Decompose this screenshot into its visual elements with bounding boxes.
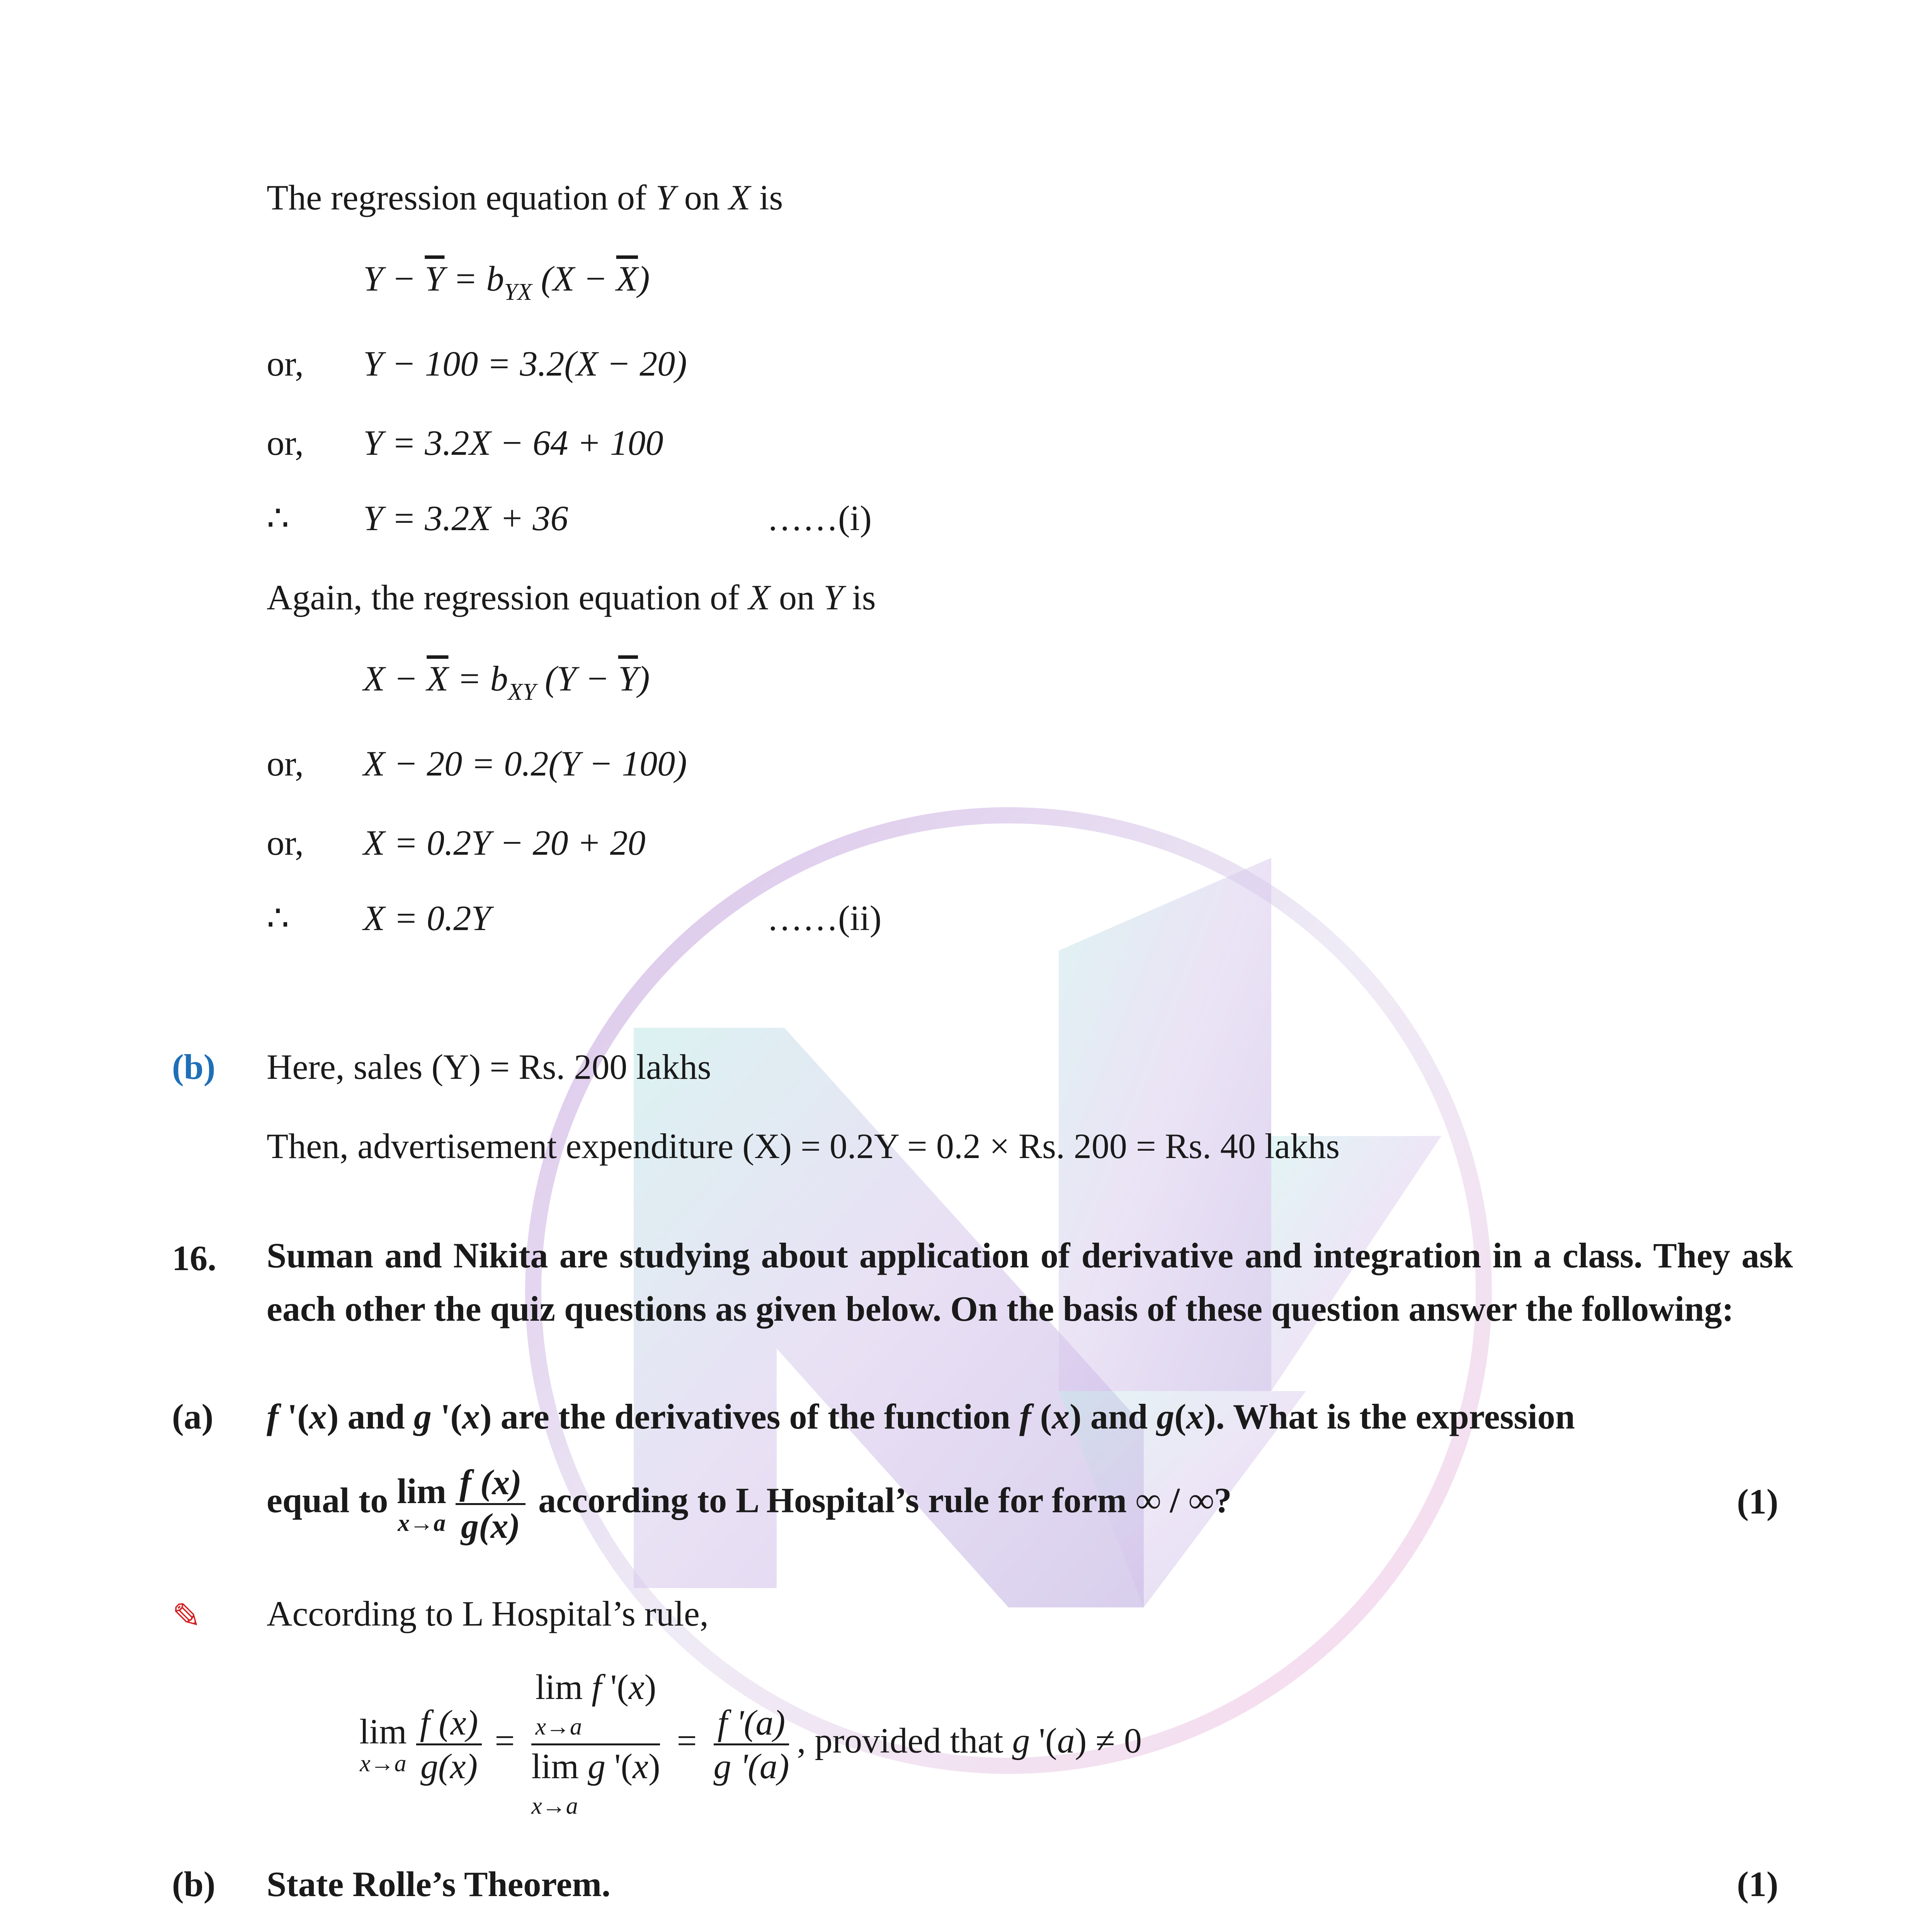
- rolle-question: State Rolle’s Theorem.: [267, 1864, 611, 1904]
- therefore-symbol: ∴: [267, 498, 289, 538]
- therefore-symbol-2: ∴: [267, 898, 289, 938]
- question-number: 16.: [172, 1238, 216, 1278]
- x-on-y-formula: $X - \overline{X} = b_{XY}$ $(Y - \overline{Y})$: [363, 659, 650, 705]
- y-on-x-intro: The regression equation of Y on X is: [267, 178, 783, 217]
- lhospital-formula: lim x→a $\frac{f (x)}{g(x)}$ = lim f '(x) x→a lim g '(x) x→a = $\frac{f '(a)}{g '(a)}$ , provided that g '(a) ≠ 0: [359, 1667, 1142, 1819]
- sales-line: Here, sales (Y) = Rs. 200 lakhs: [267, 1047, 711, 1087]
- x-on-y-intro: Again, the regression equation of X on Y is: [267, 578, 876, 617]
- part-a-label: (a): [172, 1397, 214, 1436]
- step4-label: or,: [267, 823, 304, 862]
- answer-pen-icon: ✎: [172, 1597, 201, 1636]
- part-b-label: (b): [172, 1047, 216, 1087]
- result-equation-ii: X = 0.2Y: [363, 898, 491, 938]
- expenditure-line: Then, advertisement expenditure (X) = 0.2Y = 0.2 × Rs. 200 = Rs. 40 lakhs: [267, 1126, 1340, 1166]
- result-equation-i: Y = 3.2X + 36: [363, 498, 568, 538]
- step4-equation: X = 0.2Y − 20 + 20: [363, 823, 646, 862]
- step1-equation: Y − 100 = 3.2(X − 20): [363, 344, 687, 383]
- y-on-x-formula: $Y - \overline{Y} = b_{YX}$ $(X - \overline{X})$: [363, 259, 650, 305]
- part-a-question-line1: f '(x) and g '(x) are the derivatives of the function f (x) and g(x). What is the expression: [267, 1397, 1575, 1436]
- part-b16-marks: (1): [1737, 1864, 1779, 1904]
- lhospital-intro: According to L Hospital’s rule,: [267, 1594, 709, 1633]
- part-b16-label: (b): [172, 1864, 216, 1904]
- part-a-marks: (1): [1737, 1482, 1779, 1521]
- step3-equation: X − 20 = 0.2(Y − 100): [363, 744, 687, 783]
- step2-equation: Y = 3.2X − 64 + 100: [363, 423, 663, 463]
- equation-tag-ii: ……(ii): [767, 898, 882, 938]
- step2-label: or,: [267, 423, 304, 463]
- step3-label: or,: [267, 744, 304, 783]
- part-a-question-line2: equal to lim x→a $\frac{f (x)}{g(x)}$ according to L Hospital’s rule for form ∞ / ∞?: [267, 1463, 1232, 1546]
- step1-label: or,: [267, 344, 304, 383]
- equation-tag-i: ……(i): [767, 498, 872, 538]
- question-16-text: Suman and Nikita are studying about application of derivative and integration in a class. They ask each other the quiz questions as given below. On the basis of these question answer the following:: [267, 1236, 1793, 1328]
